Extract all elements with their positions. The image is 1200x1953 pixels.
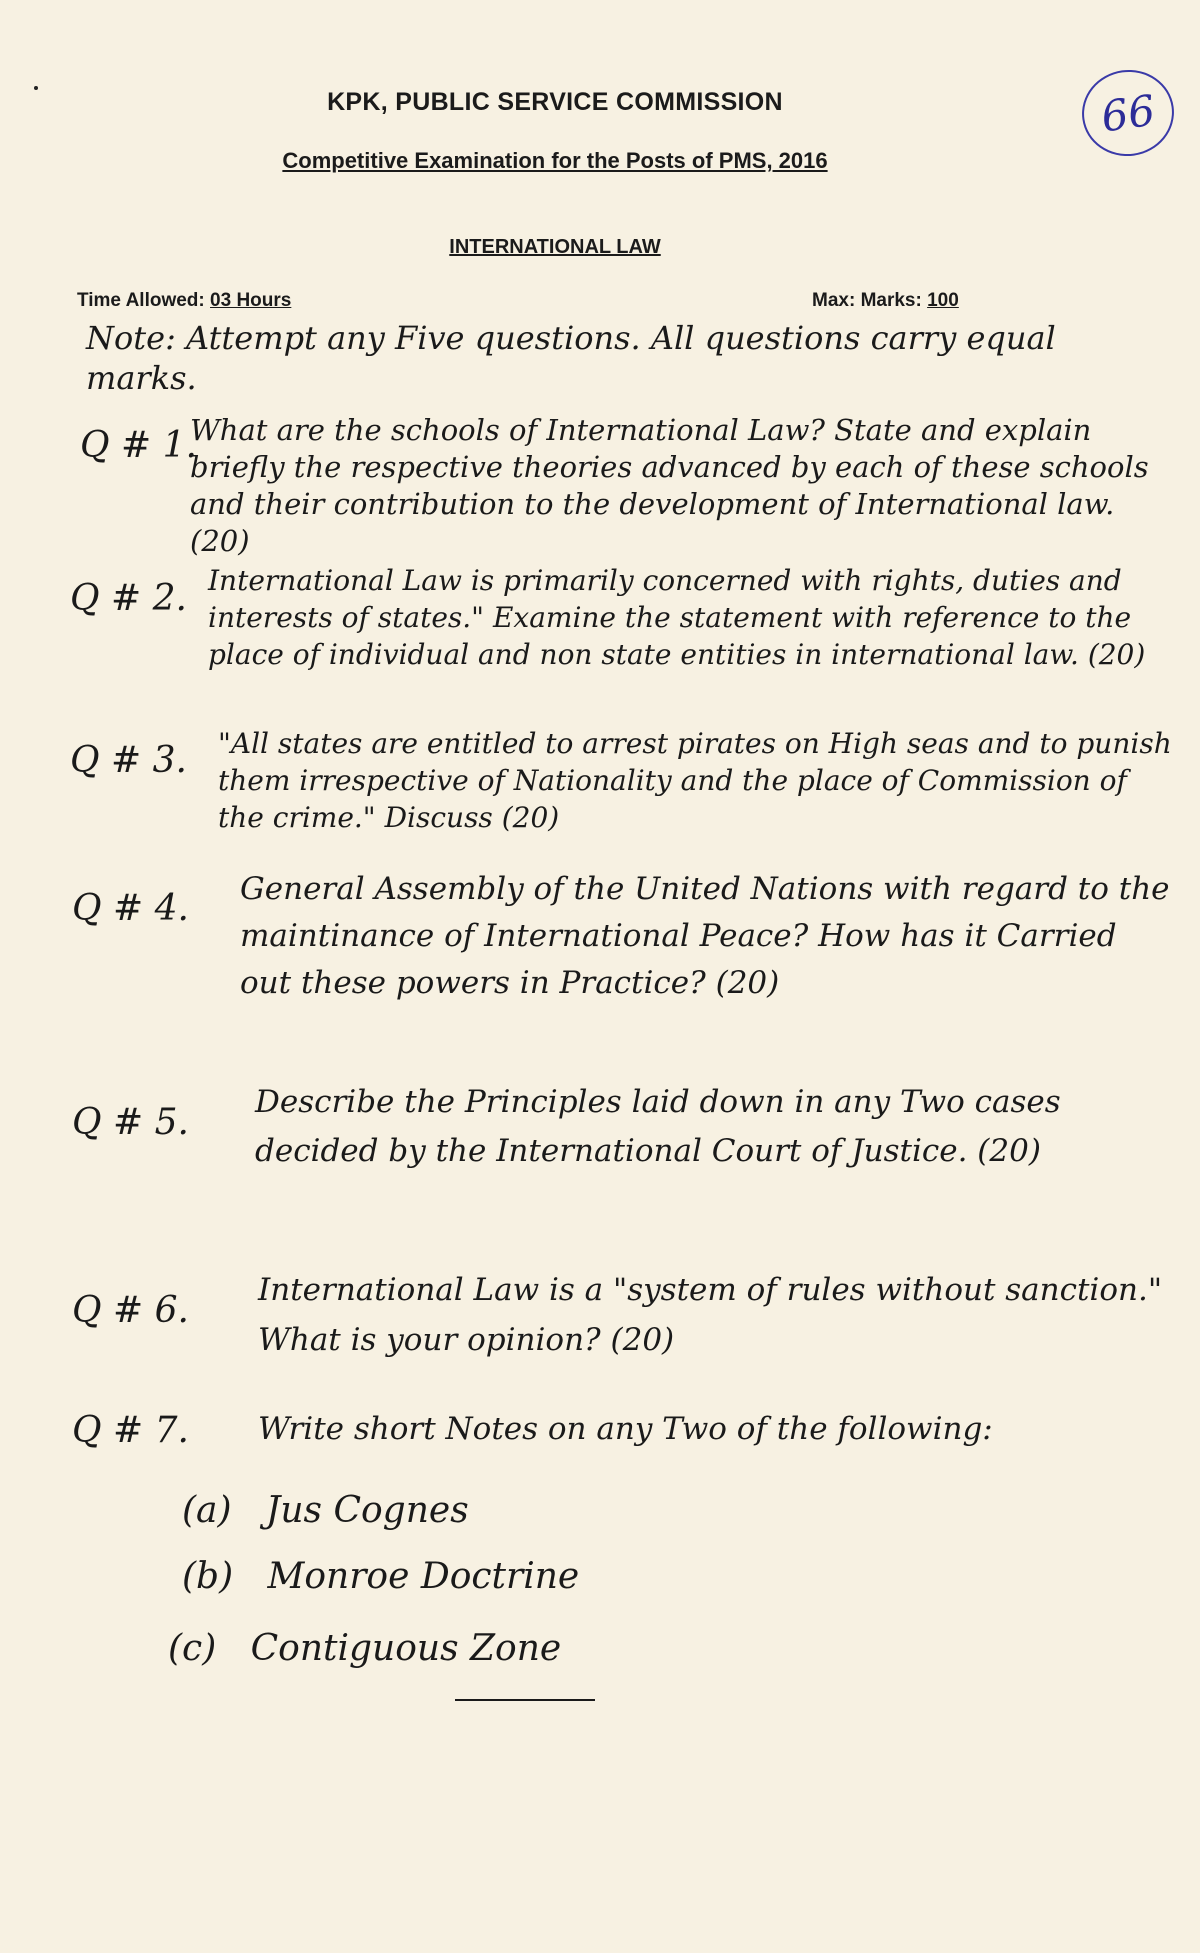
- marks-value: 100: [927, 290, 959, 311]
- end-rule: [455, 1699, 595, 1701]
- question-6-text: International Law is a "system of rules without sanction." What is your opinion? (20): [258, 1272, 1163, 1358]
- exam-title: Competitive Examination for the Posts of PMS, 2016: [282, 148, 828, 173]
- subpart-c-text: Contiguous Zone: [250, 1628, 562, 1669]
- question-7-label: Q # 7.: [72, 1410, 189, 1451]
- time-allowed: [77, 290, 291, 312]
- question-5-label: Q # 5.: [72, 1102, 189, 1143]
- question-1-label: Q # 1.: [80, 425, 197, 466]
- subpart-a: [182, 1490, 469, 1531]
- question-4-text: General Assembly of the United Nations with regard to the maintinance of International Peace? How has it Carried out these powers in Practice? (20): [240, 871, 1170, 1001]
- question-2-text: International Law is primarily concerned with rights, duties and interests of states." Examine the statement with reference to the place of individual and non state entities in international law. (20): [208, 564, 1146, 671]
- page-number: 66: [1098, 85, 1158, 141]
- question-4-label: Q # 4.: [72, 888, 189, 929]
- time-value: 03 Hours: [210, 290, 292, 311]
- question-3-label: Q # 3.: [70, 740, 187, 781]
- time-label: Time Allowed:: [77, 290, 205, 311]
- subpart-a-label: (a): [182, 1490, 232, 1531]
- question-2-label: Q # 2.: [70, 578, 187, 619]
- commission-title: KPK, PUBLIC SERVICE COMMISSION: [327, 88, 783, 116]
- question-3-text: "All states are entitled to arrest pirates on High seas and to punish them irrespective of Nationality and the place of Commission of the crime." Discuss (20): [218, 727, 1172, 834]
- subpart-b-text: Monroe Doctrine: [267, 1556, 580, 1597]
- question-7-text: Write short Notes on any Two of the following:: [258, 1411, 993, 1447]
- max-marks: [812, 290, 959, 312]
- question-5-text: Describe the Principles laid down in any Two cases decided by the International Court of Justice. (20): [255, 1084, 1061, 1169]
- question-6-label: Q # 6.: [72, 1290, 189, 1331]
- subpart-b: [182, 1556, 579, 1597]
- subpart-c-label: (c): [168, 1628, 217, 1669]
- subpart-c: [168, 1628, 561, 1669]
- subject-title: INTERNATIONAL LAW: [449, 236, 661, 258]
- subpart-a-text: Jus Cognes: [265, 1490, 469, 1531]
- subpart-b-label: (b): [182, 1556, 234, 1597]
- question-1-text: What are the schools of International Law? State and explain briefly the respective theories advanced by each of these schools and their contribution to the development of International law. (20): [190, 413, 1149, 558]
- marks-label: Max: Marks:: [812, 290, 922, 311]
- instructions-note: Note: Attempt any Five questions. All questions carry equal marks.: [86, 319, 1056, 397]
